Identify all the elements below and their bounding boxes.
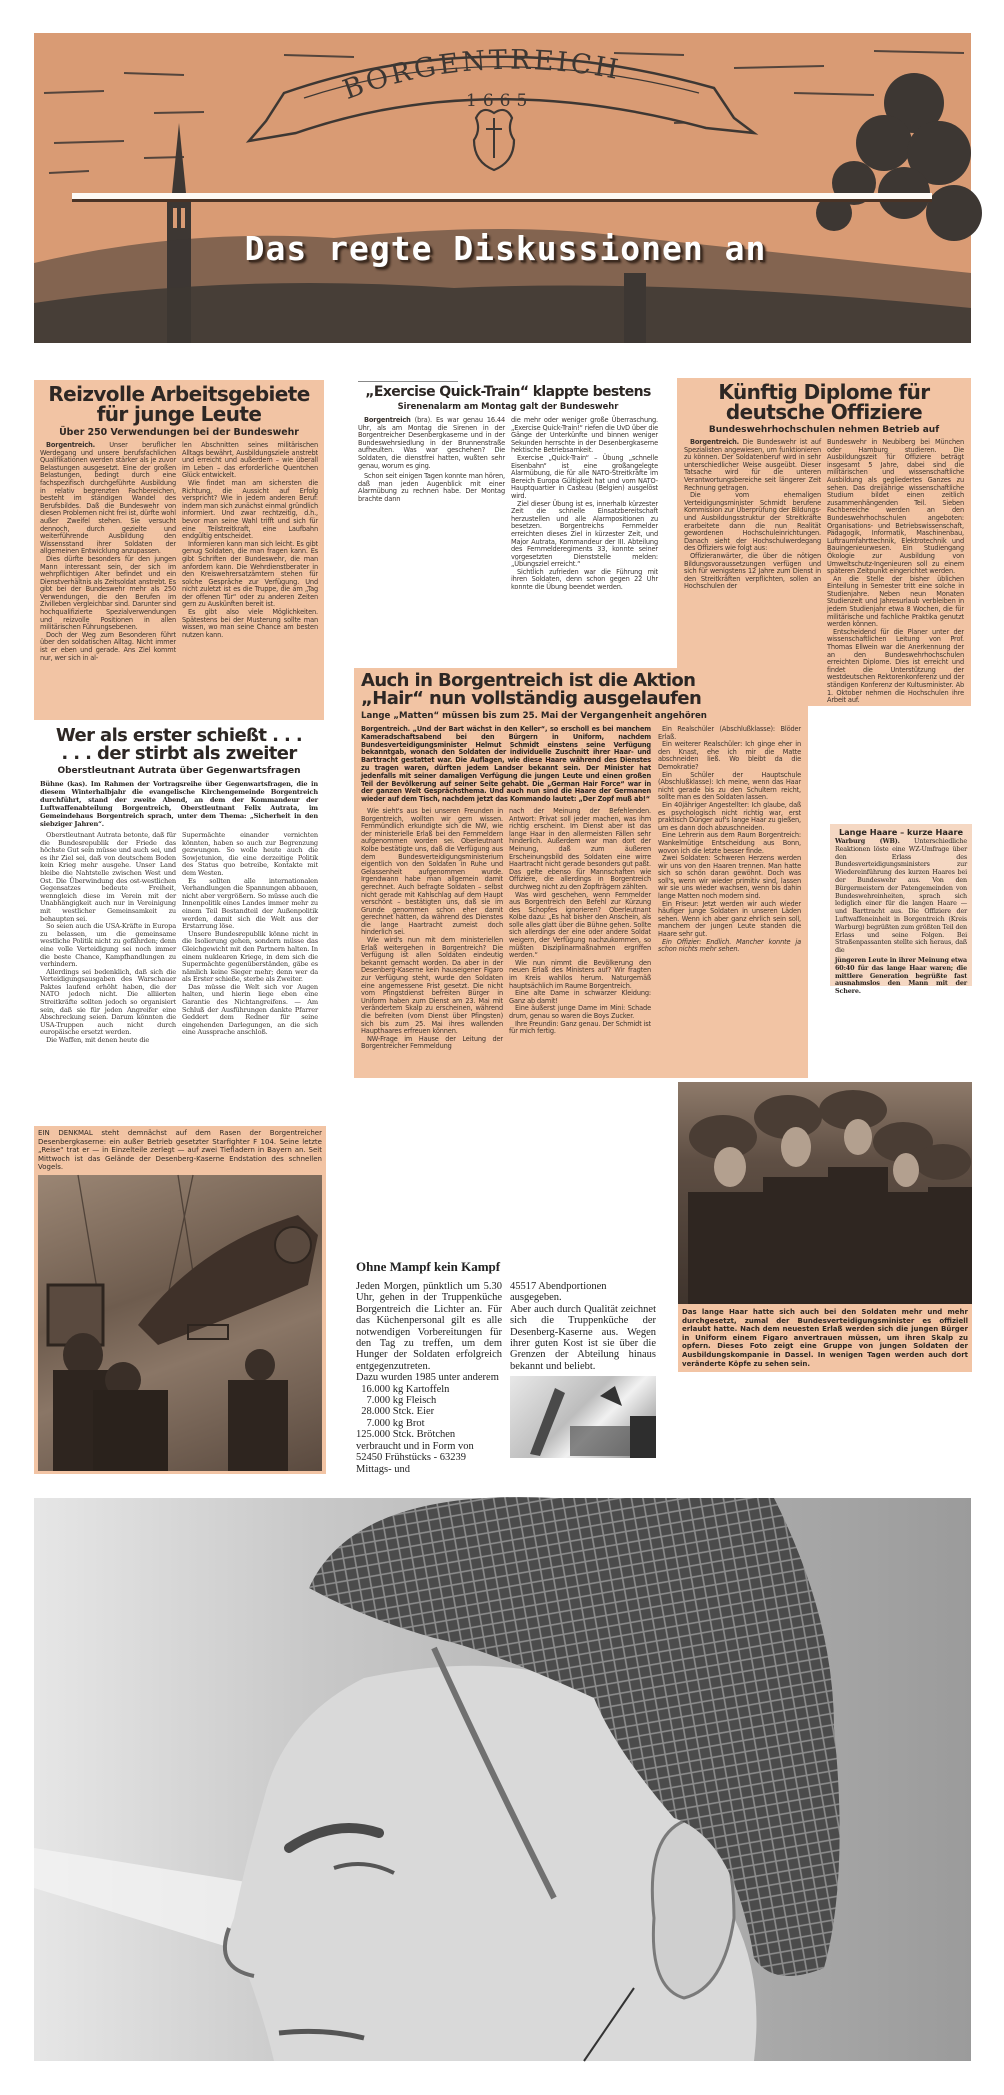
quantity-item: 7.000 kg Brot (356, 1417, 425, 1429)
article-diplome: Künftig Diplome für deutsche Offiziere Bundeswehrhochschulen nehmen Betrieb auf Borgentreich. Die Bundeswehr ist auf Spezialisten angewiesen, um funktionieren zu können. Der Soldatenberuf wird in sehr unterschiedlicher Weise ausgeübt. Dieser Tatsache wird für die unteren Verantwortungsbereiche seit längerer Zeit Rechnung getragen. Die vom ehemaligen Verteidigungsminister Schmidt berufene Kommission zur Überprüfung der Bildungs- und Ausbildungsstruktur der Streitkräfte erarbeitete dann die nun Realität gewordenen Hochschuleinrichtungen. Danach sieht der Hochschulwerdegang des Offiziers wie folgt aus: Offizieranwärter, die über die nötigen Bildungsvoraussetzungen verfügen und sich für wenigstens 12 Jahre zum Dienst in den Streitkräften verpflichten, sollen an Hochschulen der Bundeswehr in Neubiberg bei München oder Hamburg studieren. Die Ausbildungszeit für Offiziere beträgt insgesamt 5 Jahre, dabei sind die militärischen und wissenschaftliche Ausbildung als gegliedertes Ganzes zu sehen. Das dreijährige wissenschaftliche Studium bildet einen zeitlich zusammenhängenden Teil. Sieben Fachbereiche werden an den Bundeswehrhochschulen angeboten: Organisations- und Betriebswissenschaft, Pädagogik, Informatik, Maschinenbau, Luftraumfahrttechnik, Elektrotechnik und Bauingenieurwesen. Ein Studiengang Ökologie zur Ausbildung von Umweltschutz-Ingenieuren soll zu einem späteren Zeitpunkt eingerichtet werden. An die Stelle der bisher üblichen Einteilung in Semester tritt eine solche in Studienjahre. Neben neun Monaten Studienzeit und Jahresurlaub verbleiben in jedem Studienjahr etwa 8 Wochen, die für militärische und fachliche Praktika genutzt werden können. Entscheidend für die Planer unter der wissenschaftlichen Leitung von Prof. Thomas Ellwein war die Anerkennung der an den Bundeswehrhochschulen erreichten Diplome. Dies ist erreicht und findet die Unterstützung der westdeutschen Rektorenkonferenz und der ständigen Konferenz der Kultusminister. Ab 1. Oktober nehmen die Hochschulen ihre Arbeit auf. (677, 378, 971, 706)
headline: „Exercise Quick-Train“ klappte bestens (365, 384, 651, 400)
intro-paragraph: Bühne (kas). Im Rahmen der Vortragsreihe über Gegenwartsfragen, die in diesem Winterhalbjahr die evangelische Kirchengemeinde Borgentreich durchführt, stand der zweite Abend, an dem der Kommandeur der Luftwaffenabteilung Borgentreich, Oberstleutnant Felix Autrata, im Gemeindehaus Borgentreich sprach, unter dem Thema: „Sicherheit in den siebziger Jahren“. (40, 780, 318, 828)
subheadline: Lange „Matten“ müssen bis zum 25. Mai der Vergangenheit angehören (361, 711, 707, 721)
article-hair: Auch in Borgentreich ist die Aktion „Hair“ nun vollständig ausgelaufen Lange „Matten“ müssen bis zum 25. Mai der Vergangenheit angehören Borgentreich. „Und der Bart wächst in den Keller“, so erscholl es bei manchem Kameradschaftsabend bei den Bürgern in Uniform, nachdem Bundesverteidigungsminister Helmut Schmidt einstens seine Verfügung bekanntgab, wonach den Soldaten der individuelle Zuschnitt ihrer Haar- und Barttracht gestattet war. Die Auflagen, wie diese Haare während des Dienstes zu tragen waren, dürften jedem Landser bekannt sein. Der Minister hat jedenfalls mit seiner damaligen Verfügung die jungen Leute und einen großen Teil der Bevölkerung auf seiner Seite gehabt. Die „German Hair Force“ war in der ganzen Welt Gesprächsthema. Und auch nun sind die Haare der Germanen wieder auf dem Tisch, nachdem jetzt das Kommando lautet: „Der Zopf muß ab!“ Wie sieht's aus bei unseren Freunden in Borgentreich, wollten wir gern wissen. Fernmündlich erkundigte sich die NW, wie der ministerielle Erlaß bei den Fernmeldern aufgenommen worden sei. Oberleutnant Kolbe bestätigte uns, daß die Verfügung aus dem Bundesverteidigungsministerium eigentlich von den Soldaten in Ruhe und Gelassenheit aufgenommen wurde. Irgendwann habe man allgemein damit gerechnet. Auch befragte Soldaten – selbst nicht gerade mit Kahlschlag auf dem Haupt verschönt – bestätigten uns, daß sie im Grunde genommen schon eher damit gerechnet hätten, da während des Dienstes die lange Haartracht zumeist doch hinderlich sei. Wie wird's nun mit dem ministeriellen Erlaß weitergehen in Borgentreich? Die Verfügung ist allen Soldaten eindeutig bekannt gemacht worden. Da aber in der Desenberg-Kaserne kein hauseigener Figaro zur Verfügung steht, wurde den Soldaten eine angemessene Frist gesetzt. Die nicht vom Pfingstdienst befreiten Bürger in Uniform haben zum Dienst am 23. Mai mit verändertem Skalp zu erscheinen, während die befreiten (vom Dienst über Pfingsten) sich bis zum 25. Mai ihres wallenden Haupthaares erfreuen können. NW-Frage im Hause der Leitung der Borgentreicher Fernmeldung nach der Meinung der Befehlenden. Antwort: Privat soll jeder machen, was ihm richtig erscheint. Im Dienst aber ist das lange Haar in den allermeisten Fällen sehr hinderlich. Außerdem war man dort der Meinung, daß zum äußeren Erscheinungsbild des Soldaten eine wirre Haartracht nicht gerade besonders gut paßt. Das gelte ebenso für Mannschaften wie Offiziere, die allerdings in Borgentreich durchweg nicht zu den Zopfträgern zählten. Was wird geschehen, wenn Fernmelder aus Borgentreich den Befehl zur Kürzung des Schopfes ignorieren? Oberleutnant Kolbe dazu: „Es hat bisher den Anschein, als solle alles glatt über die Bühne gehen. Sollte sich allerdings der eine oder andere Soldat weigern, der Verfügung nachzukommen, so müßten Disziplinarmaßnahmen ergriffen werden.“ Wie nun nimmt die Bevölkerung den neuen Erlaß des Ministers auf? Wir fragten im Kreis wahllos herum. Naturgemäß hauptsächlich im Raume Borgentreich. Eine alte Dame in schwarzer Kleidung: Ganz ab damit! Eine äußerst junge Dame im Mini: Schade drum, genau so waren die Boys Zucker. Ihre Freundin: Ganz genau. Der Schmidt ist für mich fertig. Ein Realschüler (Abschlußklasse): Blöder Erlaß. Ein weiterer Realschüler: Ich ginge eher in den Knast, ehe ich mir die Matte abschneiden ließ. Wo bleibt da die Demokratie? Ein Schüler der Hauptschule (Abschlußklasse): Ich meine, wenn das Haar nicht gerade bis zu den Schultern reicht, sollte man es den Soldaten lassen. Ein 40jähriger Angestellter: Ich glaube, daß es psychologisch nicht richtig war, erst praktisch Dünger auf's lange Haar zu gießen, um es dann doch abzuschneiden. Eine Lehrerin aus dem Raum Borgentreich: Wankelmütige Entscheidung aus Bonn, wovon ich die letzte besser finde. Zwei Soldaten: Schweren Herzens werden wir uns von den Haaren trennen. Man hatte sich so schön daran gewöhnt. Doch was soll's, wenn wir wieder primitiv sind, lassen wir sie uns wieder wachsen, wenn bis dahin lange Matten noch modern sind. Ein Friseur: Jetzt werden wir auch wieder häufiger junge Soldaten in unseren Läden sehen. Wenn ich aber ganz ehrlich sein soll, manchem der jungen Leute standen die Haare sehr gut. Ein Offizier: Endlich. Mancher konnte ja schon nichts mehr sehen. (354, 668, 808, 1078)
headline: „Hair“ nun vollständig ausgelaufen (361, 688, 702, 709)
body-text: Dazu wurden 1985 unter anderem (356, 1372, 499, 1384)
portrait-photo-hairnet (34, 1498, 971, 2061)
article-mampf (352, 1255, 660, 1477)
article-lange-haare (830, 824, 972, 996)
banner-town-name: BORGENTREICH (338, 44, 624, 106)
subheadline: Bundeswehrhochschulen nehmen Betrieb auf (708, 425, 940, 435)
headline: Lange Haare – kurze Haare (838, 827, 964, 837)
headline: Auch in Borgentreich ist die Aktion (361, 670, 696, 691)
quantity-item: 7.000 kg Fleisch (356, 1395, 437, 1407)
article-reizvolle: Reizvolle Arbeitsgebiete für junge Leute Über 250 Verwendungen bei der Bundeswehr Borgentreich. Unser beruflicher Werdegang und unsere berufsfachlichen Qualifikationen werden stärker als je zuvor Belastungen ausgesetzt. Eine der großen Belastungen, bedingt durch eine fachspezifisch durchgeführte Ausbildung in relativ begrenzten Fachbereichen, besteht im ständigen Wandel des Berufsbildes. Daß die Bundeswehr von diesen Problemen nicht frei ist, dürfte wohl außer Zweifel stehen. Sie versucht dennoch, durch gezielte und weiterführende Ausbildung den Wissensstand ihrer Soldaten der allgemeinen Entwicklung anzupassen. Dies dürfte besonders für den jungen Mann interessant sein, der sich im wehrpflichtigen Alter befindet und ein Dienstverhältnis als Zeitsoldat anstrebt. Es gibt bei der Bundeswehr mehr als 250 Verwendungen, die den Berufen im Zivilleben vergleichbar sind. Darunter sind hochqualifizierte Spezialverwendungen und reizvolle Positionen in allen militärischen Führungsebenen. Doch der Weg zum Besonderen führt über den soldatischen Alltag. Nicht immer ist er eben und gerade. Ans Ziel kommt nur, wer sich in al- len Abschnitten seines militärischen Alltags bewährt, Ausbildungsziele anstrebt und erreicht und außerdem – wie überall im Leben – das erforderliche Quentchen Glück entwickelt. Wie findet man am sichersten die Richtung, die Aussicht auf Erfolg verspricht? Wie in jedem anderen Beruf: indem man sich zunächst einmal gründlich informiert. Und zwar rechtzeitig, d.h., bevor man seine Wahl trifft und sich für eine Teilstreitkraft, eine Laufbahn endgültig entscheidet. Informieren kann man sich leicht. Es gibt genug Soldaten, die man fragen kann. Es gibt Schriften der Bundeswehr, die man anfordern kann. Die Wehrdienstberater in den Kreiswehrersatzämtern stehen für solche Gespräche zur Verfügung. Und nicht zuletzt ist es die Truppe, die am „Tag der offenen Tür“ oder zu anderen Zeiten gern zu Auskünften bereit ist. Es gibt also viele Möglichkeiten. Spätestens bei der Musterung sollte man wissen, wo man seine Chance am besten nutzen kann. (34, 380, 324, 720)
subheadline: Über 250 Verwendungen bei der Bundeswehr (59, 427, 299, 438)
article-schiesst: Wer als erster schießt . . . . . . der stirbt als zweiter Oberstleutnant Autrata über Gegenwartsfragen Bühne (kas). Im Rahmen der Vortragsreihe über Gegenwartsfragen, die in diesem Winterhalbjahr die evangelische Kirchengemeinde Borgentreich durchführt, stand der zweite Abend, an dem der Kommandeur der Luftwaffenabteilung Borgentreich, Oberstleutnant Felix Autrata, im Gemeindehaus Borgentreich sprach, unter dem Thema: „Sicherheit in den siebziger Jahren“. Oberstleutnant Autrata betonte, daß für die Bundesrepublik der Friede das höchste Gut sein müsse und auch sei, und es ihr Ziel sei, daß von deutschem Boden kein Krieg mehr ausgehe. Unser Land bleibe die Nahtstelle zwischen West und Ost. Die Überwindung des ost-westlichen Gegensatzes bedeute Freiheit, wenngleich diese im Verein mit der Unabhängigkeit auch nur in Vereinigung mit westlicher Gemeinsamkeit zu behaupten sei. So seien auch die USA-Kräfte in Europa zu belassen, um die gemeinsame westliche Politik nicht zu gefährden; denn eine volle Verteidigung sei noch immer die beste Chance, Kampfhandlungen zu verhindern. Allerdings sei bedenklich, daß sich die Verteidigungsausgaben des Warschauer Paktes laufend erhöht haben, die der NATO jedoch nicht. Die alliierten Streitkräfte sollten jedoch so organisiert sein, daß sie für jeden Angreifer eine Abschreckung seien. Darum könnten die USA-Truppen auch nicht durch europäische ersetzt werden. Die Waffen, mit denen heute die Supermächte einander vernichten könnten, haben so auch zur Begrenzung gezwungen. So wolle heute auch die Sowjetunion, die eine derzeitige Politik des Status quo betreibe, Kontakte mit dem Westen. Es sollten alle internationalen Verhandlungen die Spannungen abbauen, nicht aber vergrößern. So müsse auch die Innenpolitik eines Landes immer mehr zu einem Teil Bestandteil der Außenpolitik werden, damit sich die Welt aus der Erstarrung löse. Unsere Bundesrepublik könne nicht in die Isolierung gehen, sondern müsse das Gleichgewicht mit den Partnern halten. In einem nuklearen Kriege, in dem sich die Supermächte gegenüberständen, gäbe es nämlich keine Sieger mehr; denn wer da als Erster schieße, sterbe als Zweiter. Das müsse die Welt sich vor Augen halten, und hierin liege eben eine Garantie des Nichtangreifens. — Am Schluß der Ausführungen dankte Pfarrer Geddert dem Redner für seine eingehenden Darlegungen, an die sich eine Aussprache anschloß. (34, 724, 324, 1122)
subheadline: Oberstleutnant Autrata über Gegenwartsfragen (57, 766, 301, 776)
banner-year: 1665 (466, 91, 534, 111)
starfighter-image (38, 1175, 322, 1471)
headline: Reizvolle Arbeitsgebiete (48, 382, 310, 406)
photo-caption: EIN DENKMAL steht demnächst auf dem Rasen der Borgentreicher Desenbergkaserne: ein außer Betrieb gesetzter Starfighter F 104. Seine letzte „Reise“ trat er — in Einzelteile zerlegt — auf zwei Tiefladern in Bayern an. Seit Mittwoch ist das Gelände der Desenberg-Kaserne Endstation des schnellen Vogels. (38, 1129, 322, 1172)
header-banner (34, 33, 971, 343)
intro-paragraph: Borgentreich. „Und der Bart wächst in den Keller“, so erscholl es bei manchem Kameradschaftsabend bei den Bürgern in Uniform, nachdem Bundesverteidigungsminister Helmut Schmidt einstens seine Verfügung bekanntgab, wonach den Soldaten der individuelle Zuschnitt ihrer Haar- und Barttracht gestattet war. Die Auflagen, wie diese Haare während des Dienstes zu tragen waren, dürften jedem Landser bekannt sein. Der Minister hat jedenfalls mit seiner damaligen Verfügung die jungen Leute und einen großen Teil der Bevölkerung auf seiner Seite gehabt. Die „German Hair Force“ war in der ganzen Welt Gesprächsthema. Und auch nun sind die Haare der Germanen wieder auf dem Tisch, nachdem jetzt das Kommando lautet: „Der Zopf muß ab!“ (361, 725, 651, 804)
headline: für junge Leute (96, 402, 262, 426)
page-title: Das regte Diskussionen an (244, 229, 767, 268)
photo-soldiers (678, 1082, 972, 1372)
kitchen-photo (510, 1376, 656, 1458)
quantity-item: 28.000 Stck. Eier (356, 1406, 435, 1418)
subheadline: Sirenenalarm am Montag galt der Bundeswehr (397, 401, 619, 411)
body-text-bold: jüngeren Leute in ihrer Meinung etwa 60:40 für das lange Haar waren; die mittlere Generation begrüßte fast ausnahmslos den Mann mit der Schere. (835, 955, 967, 996)
body-text: verbraucht und in Form von 52450 Frühstücks - 63239 Mittags- und (356, 1440, 474, 1475)
body-text: Aber auch durch Qualität zeichnet sich die Truppenküche der Desenberg-Kaserne aus. Wegen ihrer guten Kost ist sie über die Grenzen der Abteilung hinaus bekannt und beliebt. (510, 1303, 656, 1372)
headline: Künftig Diplome für (718, 380, 930, 404)
quantity-item: 125.000 Stck. Brötchen (356, 1429, 456, 1441)
quantity-item: 16.000 kg Kartoffeln (356, 1383, 450, 1395)
body-text: Warburg (WB). Unterschiedliche Reaktionen löste eine WZ-Umfrage über den Erlass des Bundesverteidigungsministers zur Wiedereinführung des kurzen Haares bei der Bundeswehr aus. Von den Bürgermeistern der Patengemeinden von Bundeswehreinheiten, sprach sich lediglich einer für die langen Haare — und Barttracht aus. Die Offiziere der Luftwaffeneinheit in Borgentreich (Kreis Warburg) begrüßten zum größten Teil den Erlass und seine Folgen. Bei Straßenpassanten stellte sich heraus, daß die (835, 837, 967, 955)
rule (358, 381, 458, 382)
body-text: 45517 Abendportionen ausgegeben. (510, 1281, 607, 1304)
headline: Ohne Mampf kein Kampf (356, 1259, 501, 1274)
soldiers-image (678, 1082, 972, 1304)
body-text: Jeden Morgen, pünktlich um 5.30 Uhr, gehen in der Truppenküche Borgentreich die Lichter an. Für das Küchenpersonal gilt es alle notwendigen Vorbereitungen für den Tag zu treffen, um dem Hunger der Soldaten erfolgreich entgegenzutreten. (356, 1281, 502, 1372)
photo-starfighter (34, 1126, 326, 1474)
banner-ribbon-lettering (34, 33, 971, 153)
photo-caption: Das lange Haar hatte sich auch bei den Soldaten mehr und mehr durchgesetzt, zumal der Bundesverteidigungsminister es offiziell erlaubt hatte. Nach dem neuesten Erlaß werden sich die jungen Bürger in Uniform einem Figaro anvertrauen müssen, um ihren Skalp zu opfern. Dieses Foto zeigt eine Gruppe von jungen Soldaten der Ausbildungskompanie in Dassel. In wenigen Tagen werden auch dort veränderte Köpfe zu sehen sein. (682, 1308, 968, 1368)
headline: deutsche Offiziere (725, 400, 923, 424)
banner-divider (72, 193, 932, 199)
headline: Wer als erster schießt . . . (55, 725, 303, 746)
headline: . . . der stirbt als zweiter (61, 743, 297, 764)
article-quicktrain: „Exercise Quick-Train“ klappte bestens Sirenenalarm am Montag galt der Bundeswehr Borgentreich (bra). Es war genau 16.44 Uhr, als am Montag die Sirenen in der Borgentreicher Desenbergkaserne und in der Bundeswehrsiedlung in der Brunnenstraße aufheulten. Was war geschehen? Die Soldaten, die dienstfrei hatten, wußten sehr genau, worum es ging. Schon seit einigen Tagen konnte man hören, daß man jeden Augenblick mit einer Alarmübung zu rechnen habe. Der Montag brachte dann die mehr oder weniger große Überraschung. „Exercise Quick-Train!“ riefen die UvD über die Gänge der Unterkünfte und binnen weniger Sekunden herrschte in der Desenbergkaserne hektische Betriebsamkeit. Exercise „Quick-Train“ – Übung „schnelle Eisenbahn“ ist eine großangelegte Alarmübung, die für alle NATO-Streitkräfte im Bereich Europa Gültigkeit hat und vom NATO-Hauptquartier in Casteau (Belgien) ausgelöst wird. Ziel dieser Übung ist es, innerhalb kürzester Zeit die schnelle Einsatzbereitschaft herzustellen und alle Alarmpositionen zu besetzen. Borgentreichs Fernmelder erreichten dieses Ziel in kürzester Zeit, und Major Autrata, Kommandeur der III. Abteilung des Fernmelderegiments 33, konnte seiner vorgesetzten Dienststelle melden: „Übungsziel erreicht.“ Sichtlich zufrieden war die Führung mit ihren Soldaten, denn schon gegen 22 Uhr konnte die Übung beendet werden. (352, 378, 664, 664)
